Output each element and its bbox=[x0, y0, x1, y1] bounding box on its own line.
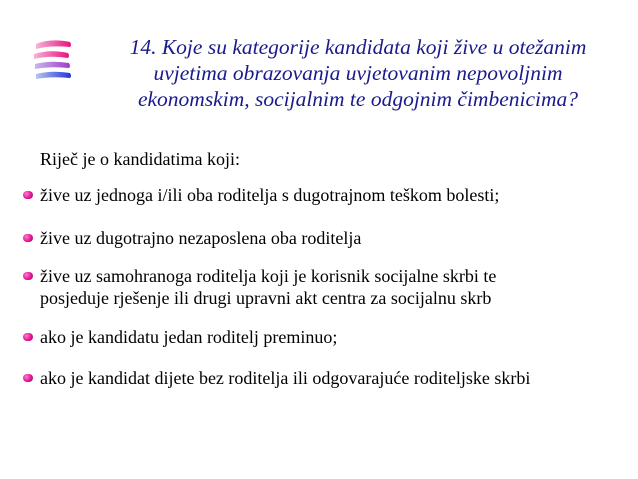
bullet-icon bbox=[23, 234, 33, 242]
list-item-text: žive uz dugotrajno nezaposlena oba roditelja bbox=[40, 228, 362, 248]
list-item bbox=[40, 227, 361, 249]
bullet-icon bbox=[23, 333, 33, 341]
title-line: ekonomskim, socijalnim te odgojnim čimbenicima? bbox=[137, 87, 579, 111]
title-line: uvjetima obrazovanja uvjetovanim nepovoljnim bbox=[153, 61, 563, 85]
bullet-icon bbox=[23, 374, 33, 382]
list-item-text: žive uz samohranoga roditelja koji je korisnik socijalne skrbi te bbox=[40, 266, 497, 286]
intro-text: Riječ je o kandidatima koji: bbox=[40, 149, 240, 169]
list-item bbox=[40, 326, 337, 348]
list-item bbox=[40, 184, 499, 206]
list-item-text: posjeduje rješenje ili drugi upravni akt centra za socijalnu skrb bbox=[40, 288, 492, 308]
bullet-icon bbox=[23, 191, 33, 199]
list-item-text: ako je kandidatu jedan roditelj preminuo; bbox=[40, 327, 338, 347]
title-line: 14. Koje su kategorije kandidata koji žive u otežanim bbox=[129, 35, 587, 59]
list-item bbox=[40, 367, 530, 389]
list-item-text: ako je kandidat dijete bez roditelja ili odgovarajuće roditeljske skrbi bbox=[40, 368, 531, 388]
slide-title bbox=[84, 34, 632, 112]
list-item-text: žive uz jednoga i/ili oba roditelja s dugotrajnom teškom bolesti; bbox=[40, 185, 500, 205]
logo bbox=[30, 36, 76, 82]
bullet-icon bbox=[23, 272, 33, 280]
list-item bbox=[40, 265, 496, 309]
stripes-logo-icon bbox=[30, 36, 76, 82]
